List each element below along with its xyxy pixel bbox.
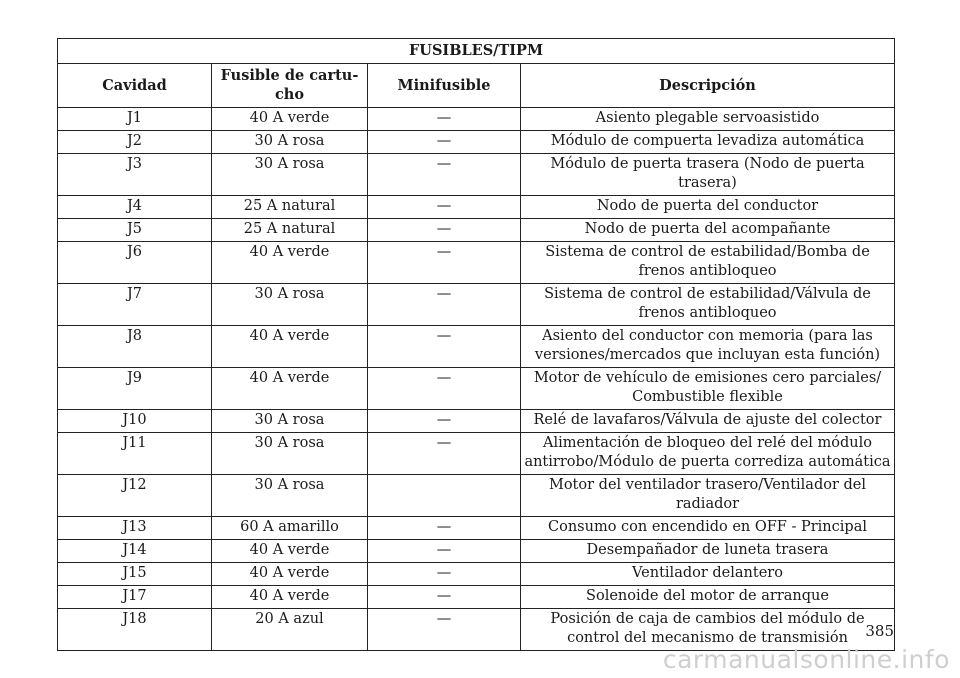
table-row: [58, 517, 895, 540]
table-row: [58, 433, 895, 475]
cell-descripcion: Consumo con encendido en OFF - Principal: [521, 517, 895, 540]
cell-cavidad: J10: [58, 410, 212, 433]
cell-cavidad: J17: [58, 586, 212, 609]
cell-fusible: 40 A verde: [212, 540, 368, 563]
cell-fusible: 30 A rosa: [212, 433, 368, 475]
cell-descripcion: Sistema de control de estabilidad/Válvula de frenos antibloqueo: [521, 284, 895, 326]
header-cavidad: Cavidad: [58, 64, 212, 108]
cell-fusible: 30 A rosa: [212, 410, 368, 433]
cell-cavidad: J13: [58, 517, 212, 540]
fuse-table: [57, 38, 895, 651]
cell-cavidad: J5: [58, 219, 212, 242]
cell-minifusible: [368, 475, 521, 517]
cell-fusible: 40 A verde: [212, 326, 368, 368]
cell-cavidad: J15: [58, 563, 212, 586]
cell-descripcion: Nodo de puerta del acompañante: [521, 219, 895, 242]
cell-fusible: 30 A rosa: [212, 154, 368, 196]
cell-fusible: 40 A verde: [212, 108, 368, 131]
table-header-row: [58, 64, 895, 108]
cell-descripcion: Sistema de control de estabilidad/Bomba de frenos antibloqueo: [521, 242, 895, 284]
cell-minifusible: —: [368, 540, 521, 563]
cell-cavidad: J9: [58, 368, 212, 410]
cell-fusible: 20 A azul: [212, 609, 368, 651]
cell-descripcion: Posición de caja de cambios del módulo de control del mecanismo de transmisión: [521, 609, 895, 651]
cell-minifusible: —: [368, 586, 521, 609]
cell-cavidad: J1: [58, 108, 212, 131]
cell-fusible: 30 A rosa: [212, 131, 368, 154]
header-fusible-cartucho: Fusible de cartu- cho: [212, 64, 368, 108]
cell-minifusible: —: [368, 131, 521, 154]
cell-descripcion: Motor de vehículo de emisiones cero parciales/ Combustible flexible: [521, 368, 895, 410]
cell-descripcion: Módulo de puerta trasera (Nodo de puerta trasera): [521, 154, 895, 196]
table-row: [58, 242, 895, 284]
table-row: [58, 196, 895, 219]
table-row: [58, 563, 895, 586]
watermark: carmanualsonline.info: [662, 645, 950, 674]
cell-minifusible: —: [368, 196, 521, 219]
cell-minifusible: —: [368, 284, 521, 326]
table-row: [58, 586, 895, 609]
cell-cavidad: J4: [58, 196, 212, 219]
table-row: [58, 108, 895, 131]
cell-minifusible: —: [368, 410, 521, 433]
cell-fusible: 40 A verde: [212, 368, 368, 410]
table-body: [58, 108, 895, 651]
cell-descripcion: Desempañador de luneta trasera: [521, 540, 895, 563]
page-number: 385: [865, 622, 894, 640]
cell-minifusible: —: [368, 219, 521, 242]
cell-cavidad: J8: [58, 326, 212, 368]
cell-descripcion: Asiento plegable servoasistido: [521, 108, 895, 131]
header-descripcion: Descripción: [521, 64, 895, 108]
cell-minifusible: —: [368, 108, 521, 131]
cell-descripcion: Alimentación de bloqueo del relé del módulo antirrobo/Módulo de puerta corrediza automática: [521, 433, 895, 475]
cell-fusible: 40 A verde: [212, 563, 368, 586]
header-minifusible: Minifusible: [368, 64, 521, 108]
table-row: [58, 154, 895, 196]
cell-minifusible: —: [368, 368, 521, 410]
table-row: [58, 326, 895, 368]
cell-cavidad: J3: [58, 154, 212, 196]
table-row: [58, 219, 895, 242]
cell-descripcion: Solenoide del motor de arranque: [521, 586, 895, 609]
table-row: [58, 475, 895, 517]
cell-descripcion: Relé de lavafaros/Válvula de ajuste del colector: [521, 410, 895, 433]
cell-fusible: 30 A rosa: [212, 284, 368, 326]
cell-cavidad: J6: [58, 242, 212, 284]
cell-cavidad: J18: [58, 609, 212, 651]
table-row: [58, 540, 895, 563]
cell-fusible: 60 A amarillo: [212, 517, 368, 540]
cell-descripcion: Nodo de puerta del conductor: [521, 196, 895, 219]
cell-minifusible: —: [368, 154, 521, 196]
cell-minifusible: —: [368, 326, 521, 368]
cell-descripcion: Módulo de compuerta levadiza automática: [521, 131, 895, 154]
cell-descripcion: Ventilador delantero: [521, 563, 895, 586]
cell-fusible: 40 A verde: [212, 242, 368, 284]
cell-minifusible: —: [368, 433, 521, 475]
cell-descripcion: Motor del ventilador trasero/Ventilador del radiador: [521, 475, 895, 517]
table-row: [58, 131, 895, 154]
table-row: [58, 284, 895, 326]
table-row: [58, 368, 895, 410]
cell-minifusible: —: [368, 517, 521, 540]
cell-fusible: 40 A verde: [212, 586, 368, 609]
table-title: FUSIBLES/TIPM: [58, 39, 895, 64]
cell-fusible: 25 A natural: [212, 196, 368, 219]
cell-descripcion: Asiento del conductor con memoria (para las versiones/mercados que incluyan esta función): [521, 326, 895, 368]
table-title-row: [58, 39, 895, 64]
cell-minifusible: —: [368, 563, 521, 586]
cell-minifusible: —: [368, 242, 521, 284]
cell-cavidad: J7: [58, 284, 212, 326]
cell-cavidad: J14: [58, 540, 212, 563]
cell-cavidad: J12: [58, 475, 212, 517]
table-row: [58, 410, 895, 433]
cell-cavidad: J11: [58, 433, 212, 475]
cell-minifusible: —: [368, 609, 521, 651]
cell-fusible: 25 A natural: [212, 219, 368, 242]
cell-fusible: 30 A rosa: [212, 475, 368, 517]
cell-cavidad: J2: [58, 131, 212, 154]
